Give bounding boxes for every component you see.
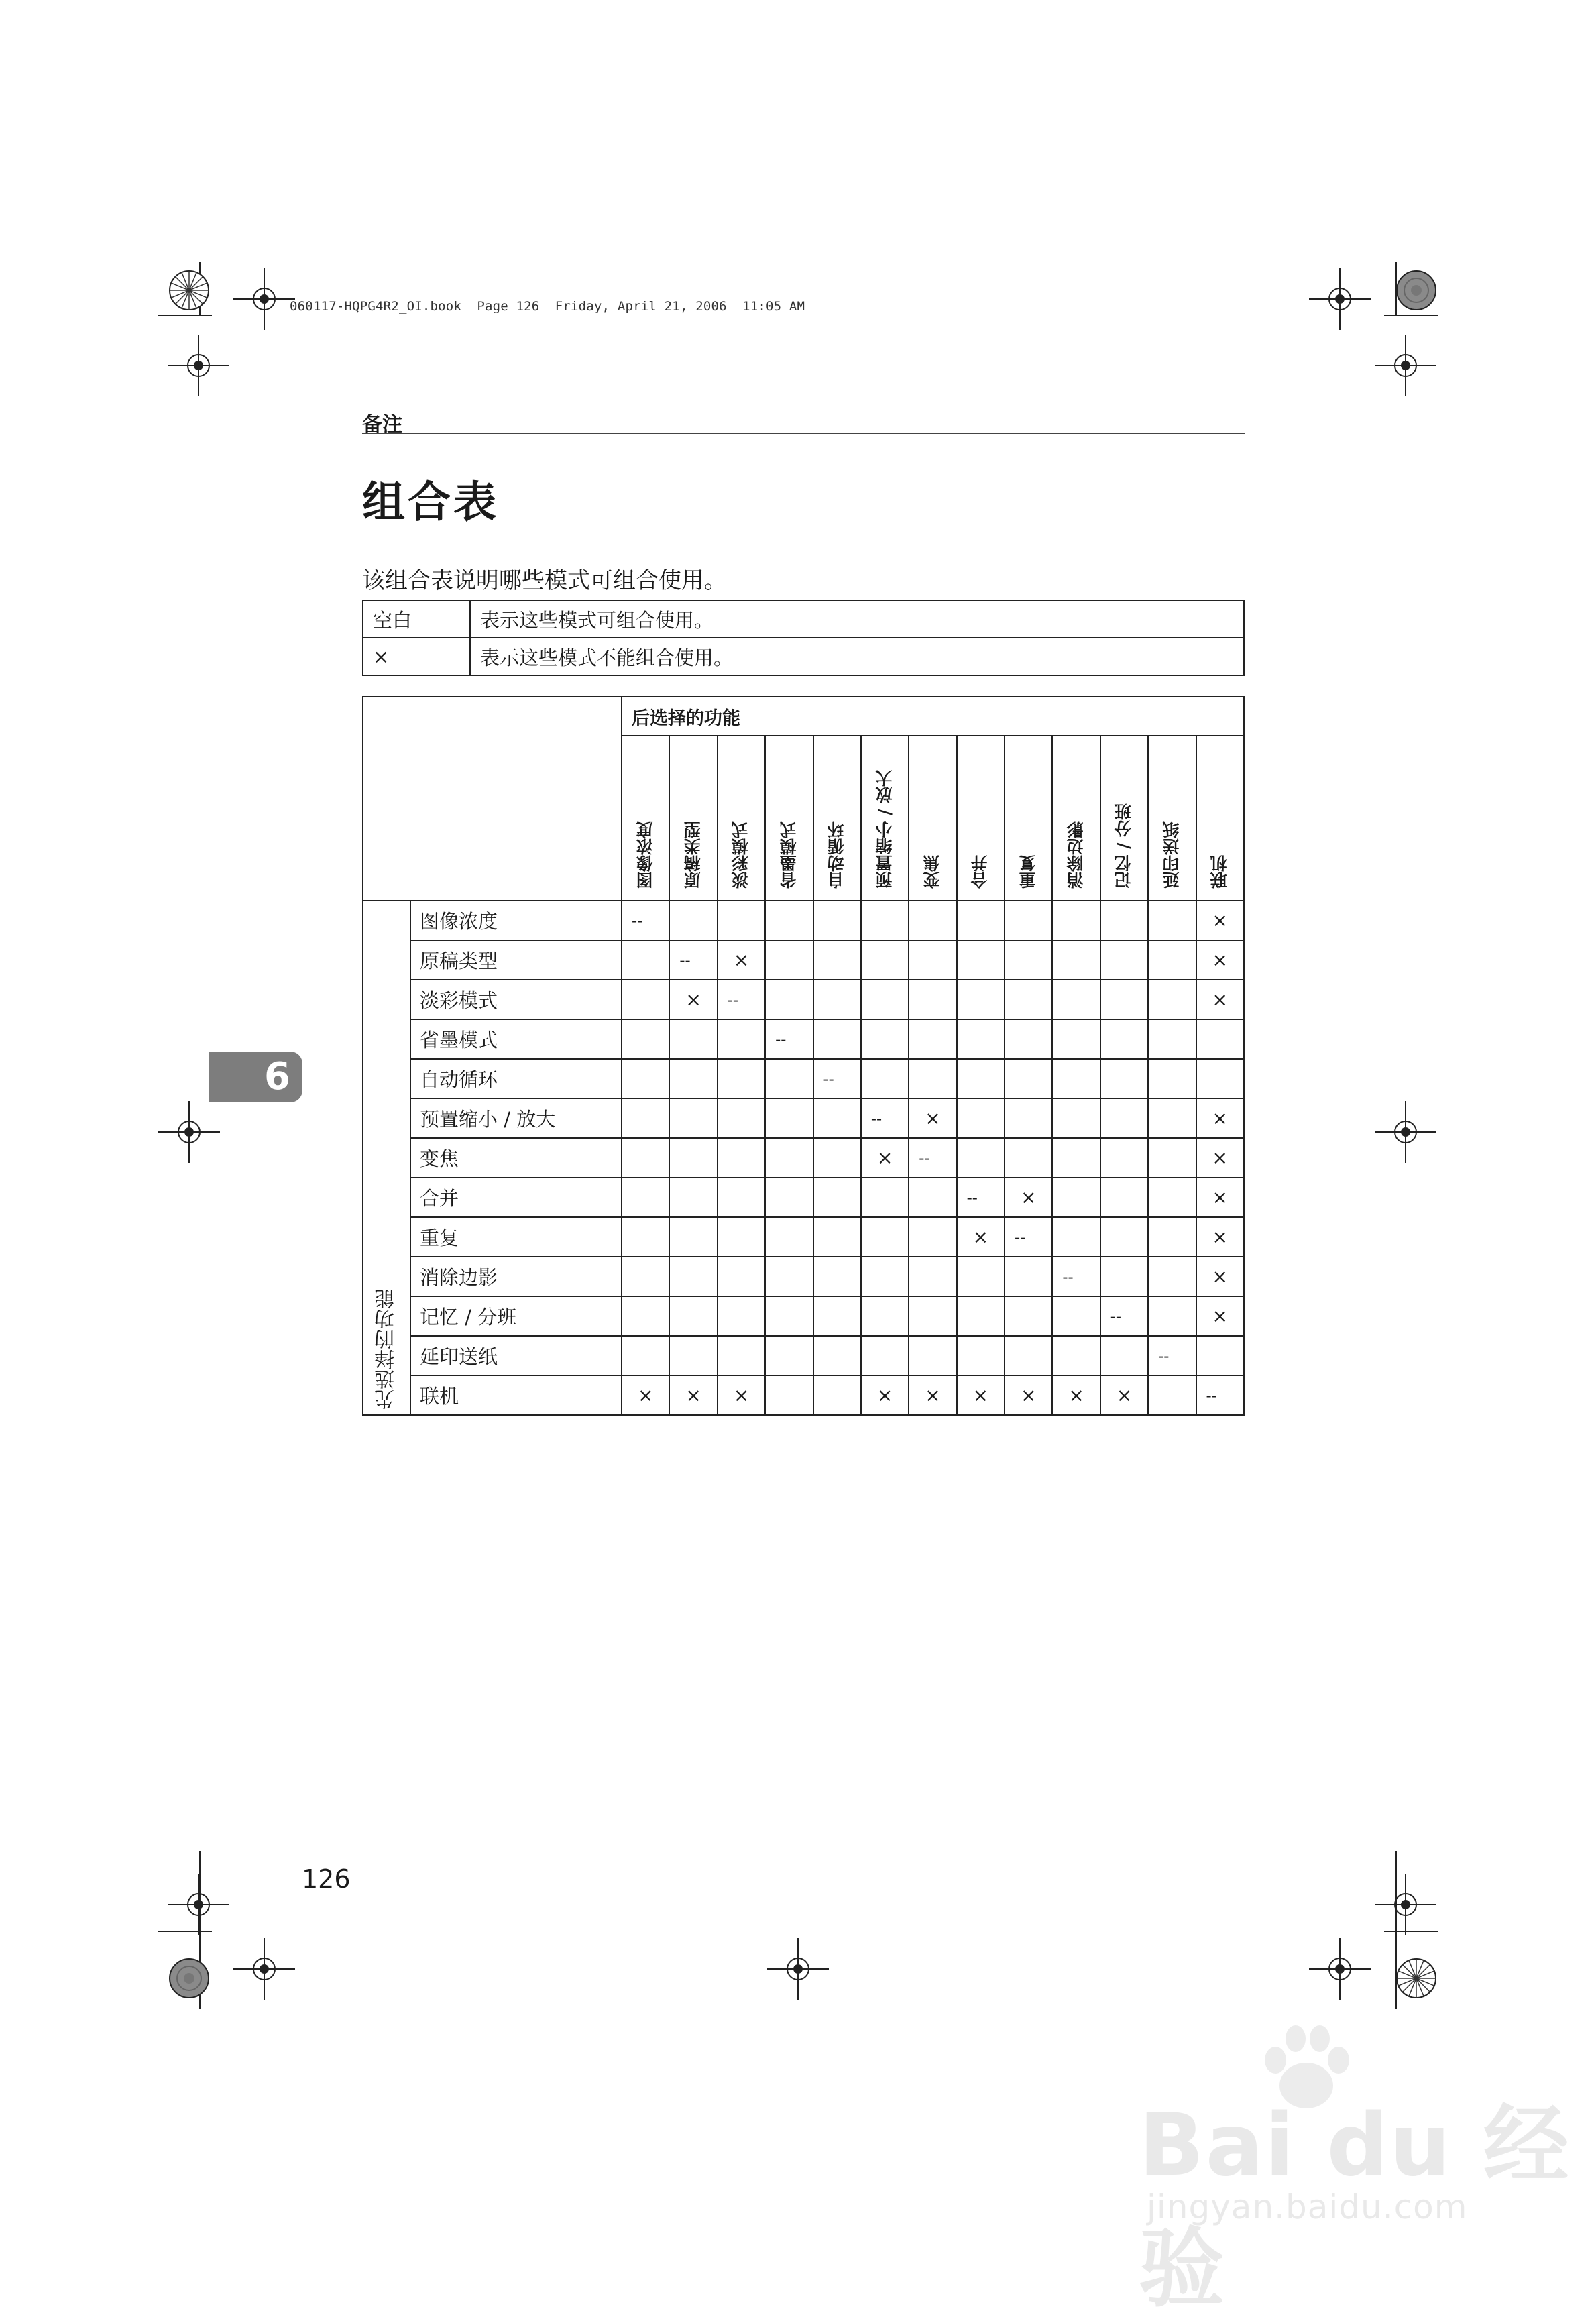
table-cell (765, 980, 813, 1019)
table-cell (718, 1296, 765, 1336)
table-row (363, 980, 1244, 1019)
legend-text: 表示这些模式可组合使用。 (470, 600, 1244, 638)
watermark-logo: Bai du 经验 (1139, 2096, 1571, 2319)
column-header-label: 联机 (1210, 855, 1230, 889)
table-cell (765, 940, 813, 980)
table-cell (813, 1178, 861, 1217)
table-cell (1148, 1296, 1196, 1336)
table-cell (861, 1217, 909, 1257)
table-cell (669, 1138, 717, 1178)
table-cell: -- (1100, 1296, 1148, 1336)
table-cell: × (1196, 1257, 1245, 1296)
table-cell (765, 1217, 813, 1257)
table-cell (909, 1296, 956, 1336)
column-header-label: 图像浓度 (635, 821, 655, 889)
table-cell (1052, 1178, 1100, 1217)
column-header-label: 变焦 (922, 855, 942, 889)
table-cell (669, 1098, 717, 1138)
table-cell: × (909, 1375, 956, 1415)
table-cell: -- (622, 901, 669, 940)
table-cell (1100, 1019, 1148, 1059)
table-cell (861, 940, 909, 980)
table-cell (765, 1059, 813, 1098)
table-cell (622, 1138, 669, 1178)
table-cell (1148, 901, 1196, 940)
table-cell (813, 1375, 861, 1415)
table-cell (669, 1019, 717, 1059)
column-header-label: 自动循环 (827, 821, 847, 889)
table-cell (622, 1217, 669, 1257)
table-cell (1100, 1257, 1148, 1296)
table-cell (1052, 901, 1100, 940)
table-cell: -- (957, 1178, 1005, 1217)
table-cell (718, 1138, 765, 1178)
table-cell (1148, 1375, 1196, 1415)
table-cell: × (1196, 940, 1245, 980)
table-cell (765, 1375, 813, 1415)
table-cell (718, 1098, 765, 1138)
table-cell (1005, 1257, 1052, 1296)
combination-table (362, 696, 1245, 1416)
table-cell (909, 940, 956, 980)
table-cell: -- (813, 1059, 861, 1098)
table-cell (1052, 1138, 1100, 1178)
table-cell (1005, 1296, 1052, 1336)
table-cell (622, 980, 669, 1019)
table-cell (765, 901, 813, 940)
column-header (861, 736, 909, 901)
table-row (363, 1296, 1244, 1336)
table-cell (1196, 1019, 1245, 1059)
table-cell (1005, 1098, 1052, 1138)
table-cell (1005, 1138, 1052, 1178)
column-header-label: 预置缩小 / 放大 (874, 770, 895, 889)
table-cell: × (1196, 901, 1245, 940)
table-cell (669, 1217, 717, 1257)
table-cell (669, 1257, 717, 1296)
table-cell (1100, 940, 1148, 980)
table-cell (813, 940, 861, 980)
table-cell (909, 1336, 956, 1375)
table-cell (669, 1296, 717, 1336)
column-header (622, 736, 669, 901)
table-cell (1100, 1138, 1148, 1178)
table-cell (718, 1178, 765, 1217)
row-header: 自动循环 (410, 1059, 622, 1098)
table-cell: -- (909, 1138, 956, 1178)
table-cell: × (718, 940, 765, 980)
table-cell (861, 1059, 909, 1098)
column-header-label: 原稿类型 (683, 821, 703, 889)
table-cell (813, 1098, 861, 1138)
table-cell: × (718, 1375, 765, 1415)
table-cell: -- (1148, 1336, 1196, 1375)
column-header (1052, 736, 1100, 901)
row-group-label-text: 先选择的功能 (374, 1289, 398, 1410)
table-cell (1196, 1059, 1245, 1098)
table-cell: -- (765, 1019, 813, 1059)
table-cell (861, 901, 909, 940)
row-header: 联机 (410, 1375, 622, 1415)
table-cell (1100, 1178, 1148, 1217)
table-cell (1148, 1257, 1196, 1296)
table-row (363, 940, 1244, 980)
table-cell (813, 1138, 861, 1178)
column-group-label: 后选择的功能 (622, 697, 1244, 736)
column-header (1100, 736, 1148, 901)
table-cell: -- (669, 940, 717, 980)
table-cell (622, 1098, 669, 1138)
table-cell: × (1196, 1296, 1245, 1336)
chapter-tab: 6 (209, 1052, 302, 1102)
table-cell (813, 901, 861, 940)
column-header (1005, 736, 1052, 901)
table-cell (765, 1098, 813, 1138)
table-cell (1100, 1059, 1148, 1098)
table-cell (1005, 980, 1052, 1019)
table-cell (1100, 901, 1148, 940)
table-cell (861, 1336, 909, 1375)
running-head: 备注 (362, 413, 402, 437)
table-cell (718, 1257, 765, 1296)
table-cell (957, 901, 1005, 940)
table-cell (957, 1019, 1005, 1059)
table-cell: × (1196, 980, 1245, 1019)
table-cell (1196, 1336, 1245, 1375)
table-cell (718, 1336, 765, 1375)
table-cell (622, 1019, 669, 1059)
column-header (669, 736, 717, 901)
table-row (363, 901, 1244, 940)
column-header (765, 736, 813, 901)
table-cell (669, 901, 717, 940)
row-header: 延印送纸 (410, 1336, 622, 1375)
table-cell (765, 1296, 813, 1336)
column-header (1196, 736, 1245, 901)
table-cell: × (622, 1375, 669, 1415)
table-cell (1052, 1296, 1100, 1336)
table-cell: × (1005, 1375, 1052, 1415)
legend-row (363, 600, 1244, 638)
table-cell: -- (1052, 1257, 1100, 1296)
legend-symbol: × (363, 638, 470, 675)
table-cell (861, 1296, 909, 1336)
row-header: 记忆 / 分班 (410, 1296, 622, 1336)
table-cell (1100, 980, 1148, 1019)
table-cell (1005, 940, 1052, 980)
table-cell (909, 1178, 956, 1217)
table-cell: -- (1196, 1375, 1245, 1415)
table-cell (622, 1257, 669, 1296)
table-cell (718, 1217, 765, 1257)
legend-text: 表示这些模式不能组合使用。 (470, 638, 1244, 675)
column-header (718, 736, 765, 901)
table-cell (1052, 940, 1100, 980)
column-header-label: 重复 (1018, 855, 1038, 889)
table-cell: × (861, 1375, 909, 1415)
column-header (909, 736, 956, 901)
table-cell (813, 1336, 861, 1375)
column-header-label: 省墨模式 (779, 821, 799, 889)
table-cell (1005, 1336, 1052, 1375)
column-header (957, 736, 1005, 901)
table-cell: × (669, 980, 717, 1019)
table-cell (957, 1138, 1005, 1178)
table-cell (861, 980, 909, 1019)
table-cell (861, 1178, 909, 1217)
table-cell (1005, 1059, 1052, 1098)
table-cell (813, 1257, 861, 1296)
page-title: 组合表 (362, 478, 499, 528)
row-header: 变焦 (410, 1138, 622, 1178)
table-cell: × (957, 1217, 1005, 1257)
table-cell: × (1100, 1375, 1148, 1415)
table-row (363, 1217, 1244, 1257)
table-cell (622, 1178, 669, 1217)
table-cell (622, 1336, 669, 1375)
table-cell: × (1005, 1178, 1052, 1217)
table-cell (622, 1059, 669, 1098)
table-cell: × (1196, 1098, 1245, 1138)
row-header: 预置缩小 / 放大 (410, 1098, 622, 1138)
table-cell (1052, 1019, 1100, 1059)
page-number: 126 (302, 1864, 351, 1894)
column-header (1148, 736, 1196, 901)
table-cell: × (1196, 1178, 1245, 1217)
table-cell: -- (861, 1098, 909, 1138)
table-cell: × (957, 1375, 1005, 1415)
header-divider (362, 433, 1245, 434)
table-cell (1100, 1217, 1148, 1257)
table-cell (765, 1257, 813, 1296)
table-cell (718, 901, 765, 940)
table-cell (1100, 1098, 1148, 1138)
table-cell: × (861, 1138, 909, 1178)
table-cell (861, 1257, 909, 1296)
table-cell (957, 1098, 1005, 1138)
table-cell: × (1196, 1138, 1245, 1178)
table-row (363, 1375, 1244, 1415)
table-cell: × (669, 1375, 717, 1415)
table-cell (957, 980, 1005, 1019)
table-cell (909, 1257, 956, 1296)
table-row (363, 1138, 1244, 1178)
table-cell (669, 1178, 717, 1217)
table-cell (909, 901, 956, 940)
table-cell (909, 1217, 956, 1257)
column-header (813, 736, 861, 901)
table-row (363, 1098, 1244, 1138)
intro-text: 该组合表说明哪些模式可组合使用。 (362, 567, 727, 594)
table-cell (1148, 1098, 1196, 1138)
legend-symbol: 空白 (363, 600, 470, 638)
table-cell (669, 1059, 717, 1098)
table-cell (1005, 1019, 1052, 1059)
table-cell (813, 980, 861, 1019)
column-header-label: 合并 (970, 855, 990, 889)
table-cell (622, 1296, 669, 1336)
table-cell (1005, 901, 1052, 940)
table-cell (1052, 1336, 1100, 1375)
table-cell (909, 1059, 956, 1098)
row-header: 重复 (410, 1217, 622, 1257)
row-header: 消除边影 (410, 1257, 622, 1296)
row-header: 图像浓度 (410, 901, 622, 940)
table-cell (1052, 1059, 1100, 1098)
table-corner (363, 697, 622, 901)
table-cell (1148, 1178, 1196, 1217)
table-cell (813, 1217, 861, 1257)
table-cell (1052, 980, 1100, 1019)
table-row (363, 1019, 1244, 1059)
table-cell (909, 980, 956, 1019)
table-cell (957, 1336, 1005, 1375)
table-cell: -- (718, 980, 765, 1019)
watermark-url: jingyan.baidu.com (1147, 2188, 1468, 2226)
table-cell (813, 1019, 861, 1059)
column-header-label: 消除边影 (1066, 821, 1086, 889)
row-header: 淡彩模式 (410, 980, 622, 1019)
print-info: 060117-HQPG4R2_OI.book Page 126 Friday, April 21, 2006 11:05 AM (290, 299, 805, 314)
table-cell (1148, 980, 1196, 1019)
table-cell (1052, 1098, 1100, 1138)
table-row (363, 1178, 1244, 1217)
table-cell (765, 1178, 813, 1217)
column-header-label: 记忆 / 分班 (1114, 803, 1134, 889)
table-row (363, 1059, 1244, 1098)
table-cell (669, 1336, 717, 1375)
table-cell (718, 1019, 765, 1059)
table-cell (909, 1019, 956, 1059)
table-cell (957, 940, 1005, 980)
table-cell: × (909, 1098, 956, 1138)
table-cell (718, 1059, 765, 1098)
table-cell (1148, 1138, 1196, 1178)
table-cell (957, 1257, 1005, 1296)
table-cell: -- (1005, 1217, 1052, 1257)
table-cell (861, 1019, 909, 1059)
table-cell (765, 1336, 813, 1375)
table-cell (1052, 1217, 1100, 1257)
row-header: 省墨模式 (410, 1019, 622, 1059)
column-header-label: 延印送纸 (1161, 821, 1182, 889)
table-cell (1100, 1336, 1148, 1375)
table-cell (813, 1296, 861, 1336)
table-row (363, 1257, 1244, 1296)
table-cell (1148, 1059, 1196, 1098)
row-group-label (363, 901, 410, 1415)
table-cell (765, 1138, 813, 1178)
table-row (363, 1336, 1244, 1375)
row-header: 原稿类型 (410, 940, 622, 980)
table-cell (622, 940, 669, 980)
legend-table (362, 600, 1245, 676)
table-cell: × (1052, 1375, 1100, 1415)
table-cell (1148, 1019, 1196, 1059)
table-cell (1148, 940, 1196, 980)
column-header-label: 淡彩模式 (731, 821, 751, 889)
legend-row (363, 638, 1244, 675)
table-cell: × (1196, 1217, 1245, 1257)
table-cell (957, 1059, 1005, 1098)
row-header: 合并 (410, 1178, 622, 1217)
table-cell (957, 1296, 1005, 1336)
table-cell (1148, 1217, 1196, 1257)
